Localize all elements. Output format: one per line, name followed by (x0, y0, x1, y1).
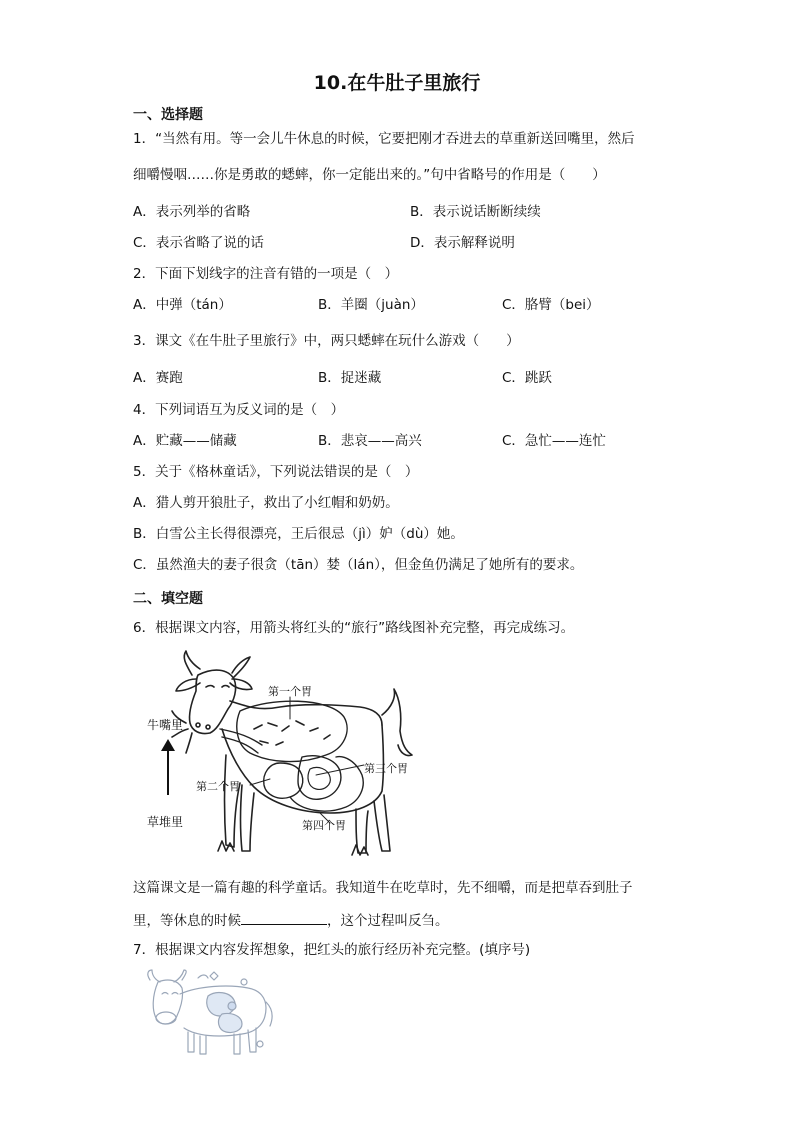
q6-text-part-b: ，这个过程叫反刍。 (327, 913, 449, 929)
label-cow-mouth: 牛嘴里 (147, 718, 184, 732)
q5-option-a: A．猎人剪开狼肚子，救出了小红帽和奶奶。 (133, 495, 399, 511)
q2-option-a: A．中弹（tán） (133, 297, 232, 313)
q1-line2: 细嚼慢咽……你是勇敢的蟋蟀，你一定能出来的。”句中省略号的作用是（ ） (133, 167, 606, 183)
q4-option-c: C．急忙——连忙 (502, 433, 606, 449)
q7-stem: 7．根据课文内容发挥想象，把红头的旅行经历补充完整。(填序号) (133, 942, 531, 958)
q3-stem: 3．课文《在牛肚子里旅行》中，两只蟋蟀在玩什么游戏（ ） (133, 333, 520, 349)
page-title: 10.在牛肚子里旅行 (313, 72, 481, 94)
section-heading-choice: 一、选择题 (133, 107, 203, 123)
answer-blank[interactable] (241, 910, 327, 925)
cow-travel-illustration (138, 968, 278, 1060)
label-stomach-3: 第三个胃 (364, 762, 408, 775)
q3-option-c: C．跳跃 (502, 370, 552, 386)
label-stomach-4: 第四个胃 (302, 819, 346, 832)
q3-option-b: B．捉迷藏 (318, 370, 382, 386)
q3-option-a: A．赛跑 (133, 370, 183, 386)
q2-option-b: B．羊圈（juàn） (318, 297, 424, 313)
cow-stomach-diagram (130, 645, 430, 865)
q4-option-b: B．悲哀——高兴 (318, 433, 422, 449)
q5-option-c: C．虽然渔夫的妻子很贪（tān）婪（lán），但金鱼仍满足了她所有的要求。 (133, 557, 584, 573)
label-stomach-2: 第二个胃 (196, 780, 240, 793)
q6-stem: 6．根据课文内容，用箭头将红头的“旅行”路线图补充完整，再完成练习。 (133, 620, 575, 636)
q4-option-a: A．贮藏——储藏 (133, 433, 237, 449)
q1-line1: 1．“当然有用。等一会儿牛休息的时候，它要把刚才吞进去的草重新送回嘴里，然后 (133, 131, 635, 147)
q2-stem: 2．下面下划线字的注音有错的一项是（ ） (133, 266, 399, 282)
q6-text-part-a: 里，等休息的时候 (133, 913, 241, 929)
q1-option-a: A．表示列举的省略 (133, 204, 251, 220)
q4-stem: 4．下列词语互为反义词的是（ ） (133, 402, 345, 418)
q2-option-c: C．胳臂（bei） (502, 297, 600, 313)
q5-option-b: B．白雪公主长得很漂亮，王后很忌（jì）妒（dù）她。 (133, 526, 464, 542)
section-heading-fill: 二、填空题 (133, 591, 203, 607)
label-grass-pile: 草堆里 (147, 815, 184, 829)
q6-text-line1: 这篇课文是一篇有趣的科学童话。我知道牛在吃草时，先不细嚼，而是把草吞到肚子 (133, 880, 633, 896)
q6-text-line2 (133, 910, 449, 930)
q5-stem: 5．关于《格林童话》，下列说法错误的是（ ） (133, 464, 419, 480)
q1-option-d: D．表示解释说明 (410, 235, 515, 251)
label-stomach-1: 第一个胃 (268, 685, 312, 698)
q1-option-b: B．表示说话断断续续 (410, 204, 541, 220)
q1-option-c: C．表示省略了说的话 (133, 235, 264, 251)
